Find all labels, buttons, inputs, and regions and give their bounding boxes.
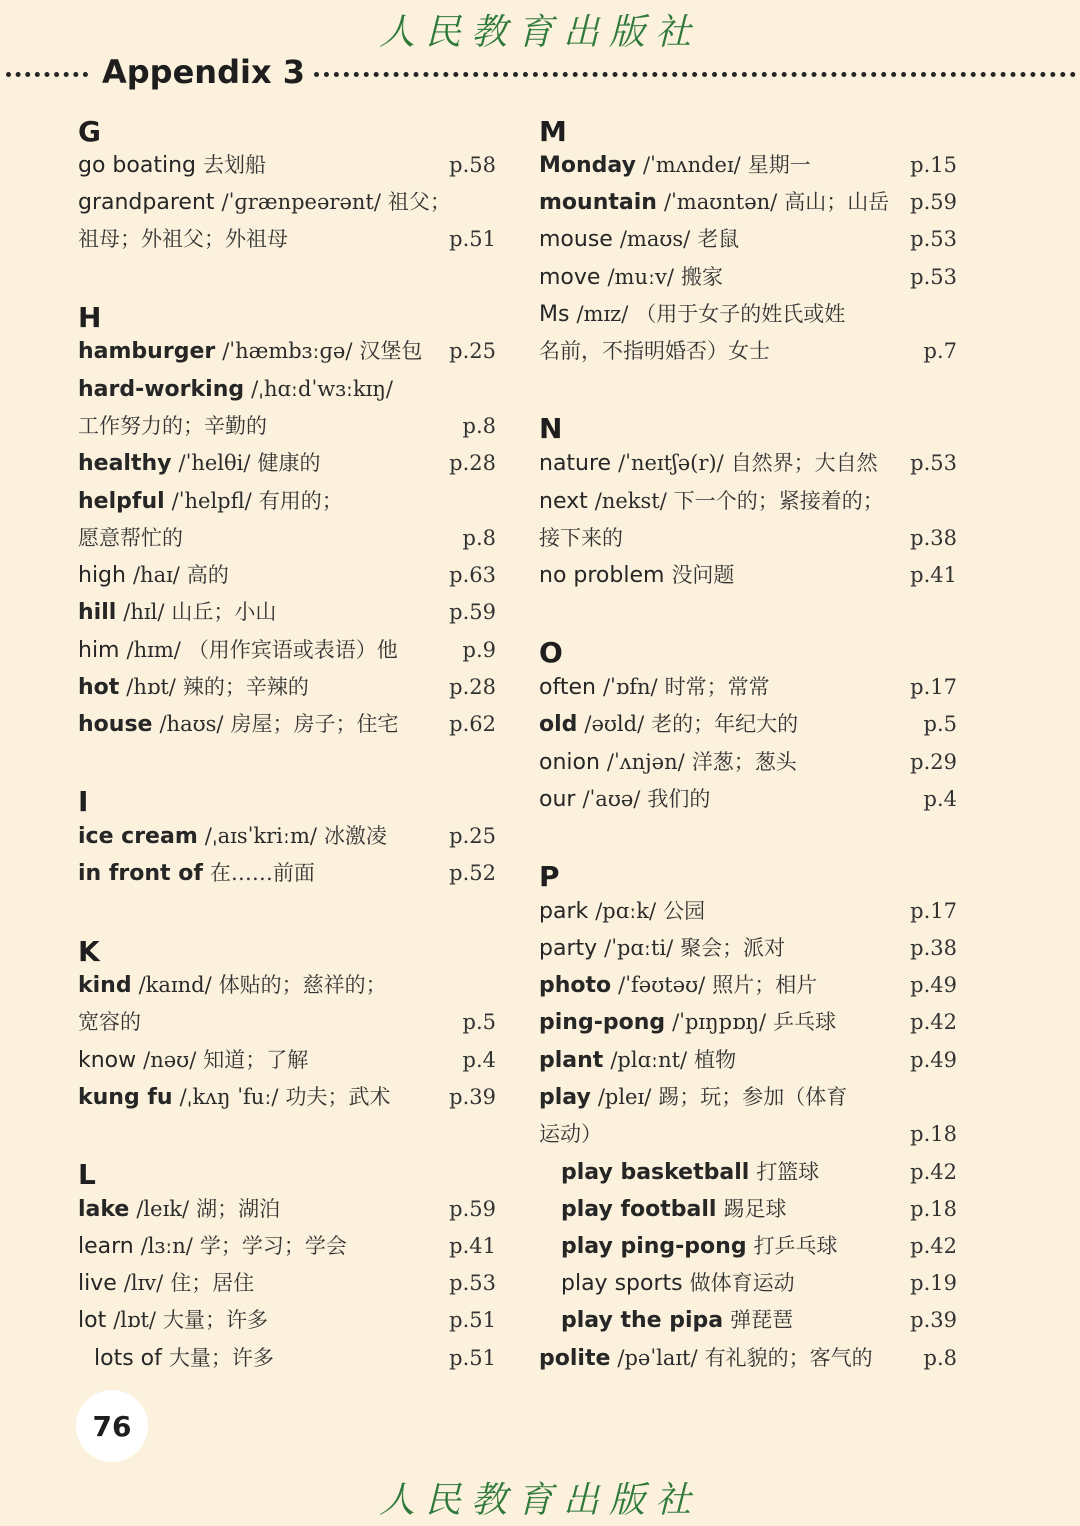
entry-text [78, 1302, 268, 1339]
pronunciation: /lɒt/ [113, 1308, 156, 1332]
page-reference: p.8 [462, 526, 496, 550]
entry-text [539, 669, 770, 706]
headword: old [539, 712, 578, 737]
pronunciation: /lɪv/ [123, 1271, 164, 1295]
entry-text [78, 669, 309, 706]
pronunciation: /ˈmʌndeɪ/ [642, 153, 741, 177]
glossary-entry [78, 1265, 496, 1302]
entry-text [539, 1042, 736, 1079]
page-reference: p.8 [923, 1346, 957, 1370]
glossary-entry [78, 855, 496, 892]
entry-text [78, 221, 288, 258]
page-reference: p.18 [910, 1122, 957, 1146]
glossary-entry [78, 1340, 496, 1377]
headword: nature [539, 451, 612, 476]
chinese-definition: 有用的； [258, 489, 343, 513]
glossary-entry [78, 669, 496, 706]
entry-text [539, 557, 734, 594]
page-reference: p.17 [910, 675, 957, 699]
chinese-definition: 有礼貌的；客气的 [704, 1346, 873, 1370]
entry-text [539, 483, 884, 520]
glossary-entry [539, 1079, 957, 1116]
chinese-definition: 我们的 [647, 787, 711, 811]
glossary-entry [539, 296, 957, 333]
headword: helpful [78, 489, 165, 514]
glossary-entry [539, 967, 957, 1004]
section-letter: P [539, 860, 560, 893]
glossary-entry [539, 483, 957, 520]
entry-text [539, 259, 723, 296]
headword: play basketball [561, 1160, 750, 1185]
headword: kind [78, 973, 132, 998]
entry-text [78, 632, 398, 669]
entry-text [539, 296, 845, 333]
pronunciation: /ˈpɑːti/ [604, 936, 674, 960]
page-reference: p.51 [449, 1346, 496, 1370]
headword: Monday [539, 153, 636, 178]
glossary-entry [539, 184, 957, 221]
entry-text [78, 967, 387, 1004]
chinese-definition: 体贴的；慈祥的； [218, 973, 387, 997]
page-reference: p.52 [449, 861, 496, 885]
headword: know [78, 1048, 137, 1073]
pronunciation: /ˈɒfn/ [602, 675, 658, 699]
entry-text [539, 744, 797, 781]
page-reference: p.28 [449, 451, 496, 475]
headword: lots of [94, 1346, 162, 1371]
pronunciation: /mɪz/ [576, 302, 629, 326]
pronunciation: /ˈhelθi/ [178, 451, 251, 475]
entry-text [78, 184, 451, 221]
entry-text [539, 893, 705, 930]
headword: next [539, 489, 588, 514]
glossary-entry [78, 1042, 496, 1079]
chinese-definition: 弹琵琶 [730, 1308, 794, 1332]
chinese-definition: 踢足球 [723, 1197, 787, 1221]
entry-text [539, 1265, 795, 1302]
headword: house [78, 712, 153, 737]
glossary-entry [539, 1302, 957, 1339]
glossary-entry [78, 147, 496, 184]
page-reference: p.59 [910, 190, 957, 214]
glossary-entry [78, 184, 496, 221]
headword: play [539, 1085, 591, 1110]
page-reference: p.42 [910, 1010, 957, 1034]
headword: plant [539, 1048, 604, 1073]
chinese-definition: 愿意帮忙的 [78, 526, 183, 550]
entry-text [539, 781, 710, 818]
glossary-entry [539, 1042, 957, 1079]
chinese-definition: 自然界；大自然 [730, 451, 878, 475]
entry-text [78, 594, 276, 631]
headword: often [539, 675, 596, 700]
page-reference: p.58 [449, 153, 496, 177]
entry-text [78, 557, 229, 594]
pronunciation: /ˈneɪtʃə(r)/ [618, 451, 724, 475]
entry-text [78, 1191, 280, 1228]
headword: play sports [561, 1271, 683, 1296]
page-reference: p.41 [449, 1234, 496, 1258]
publisher-logo-top: 人民教育出版社 [378, 12, 701, 53]
glossary-entry [539, 221, 957, 258]
headword: photo [539, 973, 612, 998]
page-reference: p.59 [449, 600, 496, 624]
dotted-rule-right [314, 72, 1076, 77]
entry-text [78, 1042, 308, 1079]
headword: grandparent [78, 190, 215, 215]
glossary-entry [78, 520, 496, 557]
entry-text [539, 445, 878, 482]
headword: mountain [539, 190, 657, 215]
chinese-definition: 乒乓球 [773, 1010, 837, 1034]
chinese-definition: 高的 [186, 563, 229, 587]
glossary-entry [539, 520, 957, 557]
entry-text [78, 371, 393, 408]
chinese-definition: 没问题 [671, 563, 735, 587]
pronunciation: /ˈfəʊtəʊ/ [618, 973, 706, 997]
glossary-entry [78, 445, 496, 482]
chinese-definition: 大量；许多 [162, 1308, 268, 1332]
entry-text [539, 1228, 838, 1265]
chinese-definition: 老鼠 [697, 227, 740, 251]
entry-text [78, 706, 398, 743]
pronunciation: /ˈhæmbɜːɡə/ [222, 339, 353, 363]
pronunciation: /ˈpɪŋpɒŋ/ [672, 1010, 767, 1034]
entry-text [78, 408, 267, 445]
entry-text [539, 333, 770, 370]
entry-text [539, 221, 739, 258]
chinese-definition: 住；居住 [170, 1271, 255, 1295]
pronunciation: /pɑːk/ [595, 899, 657, 923]
glossary-entry [539, 706, 957, 743]
chinese-definition: 名前，不指明婚否）女士 [539, 339, 770, 363]
page-reference: p.39 [910, 1308, 957, 1332]
chinese-definition: 宽容的 [78, 1010, 141, 1034]
headword: go boating [78, 153, 196, 178]
chinese-definition: 山丘；小山 [171, 600, 277, 624]
glossary-entry [539, 1154, 957, 1191]
page-reference: p.29 [910, 750, 957, 774]
pronunciation: /ˈɡrænpeərənt/ [221, 190, 381, 214]
chinese-definition: 公园 [663, 899, 706, 923]
glossary-entry [78, 221, 496, 258]
glossary-entry [539, 1116, 957, 1153]
page-reference: p.53 [449, 1271, 496, 1295]
section-letter: I [78, 785, 89, 818]
headword: mouse [539, 227, 613, 252]
pronunciation: /haɪ/ [132, 563, 180, 587]
entry-text [539, 184, 889, 221]
pronunciation: /ˌkʌŋ ˈfuː/ [179, 1085, 279, 1109]
glossary-entry [539, 1340, 957, 1377]
page-reference: p.51 [449, 1308, 496, 1332]
headword: onion [539, 750, 600, 775]
pronunciation: /ˈmaʊntən/ [663, 190, 778, 214]
pronunciation: /ˈʌnjən/ [606, 750, 685, 774]
pronunciation: /ˌaɪsˈkriːm/ [204, 824, 317, 848]
page-reference: p.25 [449, 339, 496, 363]
headword: learn [78, 1234, 134, 1259]
chinese-definition: 做体育运动 [689, 1271, 795, 1295]
headword: our [539, 787, 576, 812]
chinese-definition: 知道；了解 [203, 1048, 309, 1072]
headword: lake [78, 1197, 130, 1222]
headword: play football [561, 1197, 717, 1222]
glossary-entry [78, 483, 496, 520]
headword: him [78, 638, 120, 663]
glossary-entry [539, 557, 957, 594]
chinese-definition: 星期一 [747, 153, 811, 177]
page-reference: p.53 [910, 227, 957, 251]
glossary-entry [78, 408, 496, 445]
pronunciation: /ˈaʊə/ [582, 787, 641, 811]
glossary-entry [78, 1079, 496, 1116]
page-reference: p.4 [923, 787, 957, 811]
glossary-entry [539, 669, 957, 706]
chinese-definition: 打篮球 [756, 1160, 820, 1184]
glossary-entry [78, 1004, 496, 1041]
pronunciation: /maʊs/ [619, 227, 691, 251]
page-reference: p.42 [910, 1160, 957, 1184]
pronunciation: /plɑːnt/ [610, 1048, 688, 1072]
glossary-entry [539, 1004, 957, 1041]
chinese-definition: 祖母；外祖父；外祖母 [78, 227, 288, 251]
entry-text [539, 930, 785, 967]
headword: play ping-pong [561, 1234, 747, 1259]
chinese-definition: 去划船 [202, 153, 266, 177]
pronunciation: /lɜːn/ [140, 1234, 193, 1258]
entry-text [78, 1228, 347, 1265]
pronunciation: /əʊld/ [584, 712, 645, 736]
chinese-definition: 运动） [539, 1122, 602, 1146]
entry-text [539, 1116, 602, 1153]
page-reference: p.63 [449, 563, 496, 587]
chinese-definition: 湖；湖泊 [196, 1197, 281, 1221]
glossary-entry [78, 557, 496, 594]
headword: live [78, 1271, 117, 1296]
chinese-definition: 时常；常常 [664, 675, 770, 699]
glossary-entry [539, 781, 957, 818]
page-reference: p.19 [910, 1271, 957, 1295]
pronunciation: /pleɪ/ [597, 1085, 652, 1109]
page-reference: p.28 [449, 675, 496, 699]
chinese-definition: 搬家 [680, 265, 723, 289]
page-reference: p.38 [910, 936, 957, 960]
headword: healthy [78, 451, 172, 476]
page-reference: p.62 [449, 712, 496, 736]
headword: Ms [539, 302, 570, 327]
pronunciation: /leɪk/ [136, 1197, 190, 1221]
chinese-definition: 功夫；武术 [285, 1085, 391, 1109]
page-reference: p.15 [910, 153, 957, 177]
entry-text [78, 333, 422, 370]
page-reference: p.4 [462, 1048, 496, 1072]
headword: ping-pong [539, 1010, 666, 1035]
dotted-rule-left [6, 72, 88, 77]
chinese-definition: 健康的 [257, 451, 321, 475]
entry-text [539, 706, 798, 743]
appendix-header [0, 52, 1080, 92]
entry-text [78, 1079, 390, 1116]
glossary-entry [539, 333, 957, 370]
pronunciation: /ˈhelpfl/ [171, 489, 252, 513]
entry-text [78, 483, 343, 520]
entry-text [539, 1340, 873, 1377]
glossary-entry [539, 1191, 957, 1228]
headword: hamburger [78, 339, 216, 364]
page-reference: p.42 [910, 1234, 957, 1258]
entry-text [78, 1340, 274, 1377]
pronunciation: /hɪm/ [126, 638, 181, 662]
headword: kung fu [78, 1085, 173, 1110]
glossary-entry [78, 594, 496, 631]
section-letter: M [539, 115, 567, 148]
headword: high [78, 563, 126, 588]
entry-text [539, 1154, 819, 1191]
chinese-definition: 辣的；辛辣的 [182, 675, 309, 699]
entry-text [78, 520, 183, 557]
pronunciation: /hɪl/ [123, 600, 165, 624]
page-reference: p.49 [910, 1048, 957, 1072]
chinese-definition: （用于女子的姓氏或姓 [635, 302, 846, 326]
page-reference: p.51 [449, 227, 496, 251]
glossary-entry [78, 371, 496, 408]
page-reference: p.9 [462, 638, 496, 662]
page-reference: p.49 [910, 973, 957, 997]
headword: hill [78, 600, 117, 625]
glossary-entry [539, 445, 957, 482]
page-reference: p.18 [910, 1197, 957, 1221]
glossary-entry [539, 1265, 957, 1302]
page-number: 76 [76, 1390, 148, 1462]
pronunciation: /haʊs/ [159, 712, 224, 736]
glossary-entry [78, 1228, 496, 1265]
pronunciation: /kaɪnd/ [138, 973, 212, 997]
chinese-definition: 学；学习；学会 [199, 1234, 347, 1258]
pronunciation: /hɒt/ [126, 675, 176, 699]
glossary-entry [78, 1302, 496, 1339]
glossary-entry [78, 333, 496, 370]
page-reference: p.7 [923, 339, 957, 363]
headword: hot [78, 675, 120, 700]
pronunciation: /ˌhɑːdˈwɜːkɪŋ/ [251, 377, 393, 401]
section-letter: K [78, 935, 100, 968]
entry-text [539, 1079, 847, 1116]
entry-text [539, 1004, 836, 1041]
glossary-entry [78, 632, 496, 669]
chinese-definition: 打乒乓球 [753, 1234, 838, 1258]
section-letter: N [539, 412, 563, 445]
headword: polite [539, 1346, 611, 1371]
chinese-definition: 冰激凌 [323, 824, 387, 848]
headword: lot [78, 1308, 107, 1333]
chinese-definition: 植物 [694, 1048, 737, 1072]
chinese-definition: 踢；玩；参加（体育 [658, 1085, 848, 1109]
glossary-entry [78, 967, 496, 1004]
headword: hard-working [78, 377, 245, 402]
glossary-entry [539, 259, 957, 296]
headword: no problem [539, 563, 665, 588]
chinese-definition: 照片；相片 [712, 973, 818, 997]
entry-text [539, 520, 623, 557]
entry-text [539, 967, 817, 1004]
glossary-entry [539, 893, 957, 930]
page-reference: p.59 [449, 1197, 496, 1221]
chinese-definition: 接下来的 [539, 526, 623, 550]
page-reference: p.39 [449, 1085, 496, 1109]
page-reference: p.5 [923, 712, 957, 736]
page-reference: p.5 [462, 1010, 496, 1034]
chinese-definition: 汉堡包 [359, 339, 423, 363]
headword: ice cream [78, 824, 198, 849]
pronunciation: /muːv/ [607, 265, 674, 289]
section-letter: L [78, 1158, 96, 1191]
entry-text [539, 1302, 793, 1339]
headword: in front of [78, 861, 203, 886]
publisher-logo-bottom: 人民教育出版社 [378, 1480, 701, 1521]
glossary-entry [78, 818, 496, 855]
chinese-definition: 洋葱；葱头 [691, 750, 797, 774]
chinese-definition: 工作努力的；辛勤的 [78, 414, 267, 438]
entry-text [78, 1265, 254, 1302]
headword: park [539, 899, 589, 924]
pronunciation: /pəˈlaɪt/ [617, 1346, 698, 1370]
page-title: Appendix 3 [102, 53, 305, 91]
page-reference: p.8 [462, 414, 496, 438]
pronunciation: /nekst/ [594, 489, 667, 513]
glossary-entry [539, 1228, 957, 1265]
page-reference: p.25 [449, 824, 496, 848]
page-reference: p.17 [910, 899, 957, 923]
chinese-definition: 高山；山岳 [784, 190, 890, 214]
chinese-definition: 大量；许多 [168, 1346, 274, 1370]
chinese-definition: 房屋；房子；住宅 [230, 712, 399, 736]
glossary-entry [539, 147, 957, 184]
page-reference: p.53 [910, 265, 957, 289]
chinese-definition: 在……前面 [209, 861, 315, 885]
entry-text [78, 147, 266, 184]
section-letter: H [78, 301, 102, 334]
headword: move [539, 265, 601, 290]
headword: play the pipa [561, 1308, 724, 1333]
entry-text [78, 1004, 141, 1041]
glossary-entry [78, 706, 496, 743]
page-reference: p.41 [910, 563, 957, 587]
glossary-entry [78, 1191, 496, 1228]
page-reference: p.53 [910, 451, 957, 475]
pronunciation: /nəʊ/ [143, 1048, 197, 1072]
headword: party [539, 936, 598, 961]
chinese-definition: 祖父； [387, 190, 451, 214]
page-reference: p.38 [910, 526, 957, 550]
entry-text [78, 818, 387, 855]
glossary-entry [539, 744, 957, 781]
chinese-definition: 老的；年纪大的 [651, 712, 799, 736]
glossary-entry [539, 930, 957, 967]
entry-text [78, 855, 315, 892]
entry-text [539, 147, 811, 184]
section-letter: O [539, 636, 563, 669]
entry-text [539, 1191, 786, 1228]
entry-text [78, 445, 320, 482]
chinese-definition: 下一个的；紧接着的； [673, 489, 884, 513]
section-letter: G [78, 115, 101, 148]
chinese-definition: 聚会；派对 [680, 936, 786, 960]
chinese-definition: （用作宾语或表语）他 [187, 638, 398, 662]
